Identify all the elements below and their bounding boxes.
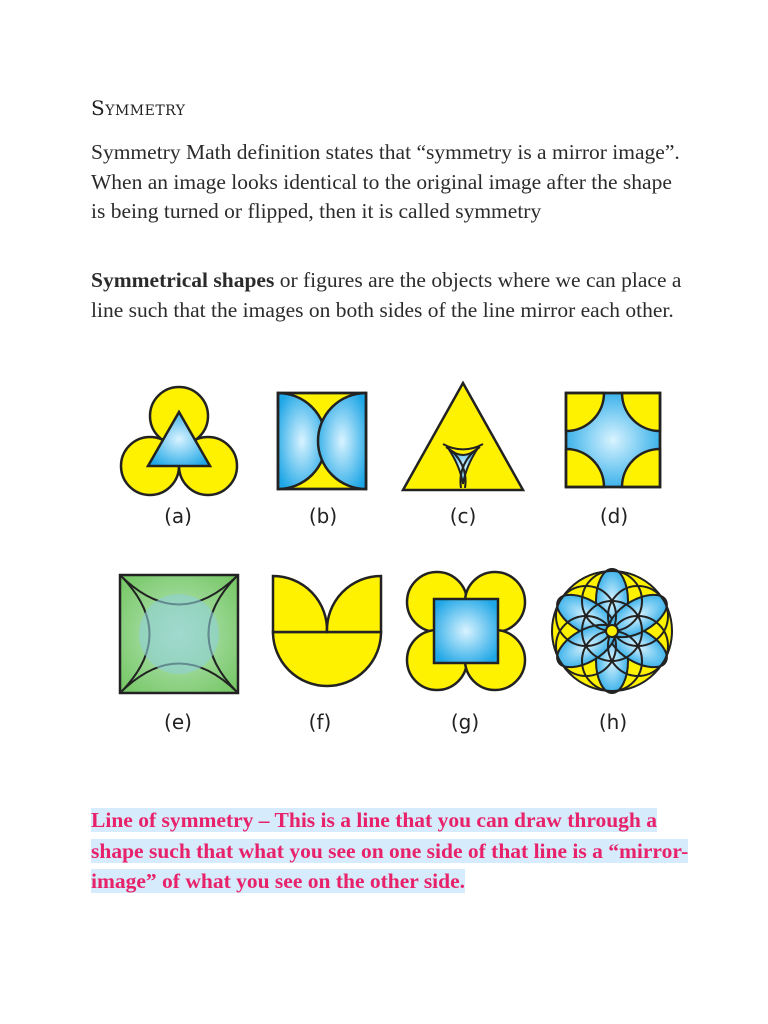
figure-b xyxy=(278,393,366,489)
definition-paragraph: Symmetry Math definition states that “symmetry is a mirror image”. When an image looks identical to the original image after the shape is being turned or flipped, then it is called symmetry xyxy=(91,140,680,223)
symmetrical-shapes-text: or figures are the objects where we can place a line such that the images on both sides of the line mirror each other. xyxy=(91,268,682,322)
label-g: (g) xyxy=(450,710,480,734)
figure-h xyxy=(550,569,673,693)
callout-text: Line of symmetry – This is a line that you can draw through a shape such that what you see on one side of that line is a “mirror-image” of what you see on the other side. xyxy=(91,808,689,893)
figure-e xyxy=(96,551,262,717)
figure-f xyxy=(273,576,381,686)
label-e: (e) xyxy=(164,710,192,734)
figure-c xyxy=(403,383,523,490)
label-c: (c) xyxy=(449,504,477,528)
figure-a xyxy=(121,387,237,495)
figure-d xyxy=(566,393,660,487)
label-d: (d) xyxy=(599,504,629,528)
label-a: (a) xyxy=(164,504,192,528)
label-h: (h) xyxy=(598,710,628,734)
label-f: (f) xyxy=(308,710,332,734)
page-heading: Symmetry xyxy=(91,96,186,120)
line-of-symmetry-callout xyxy=(91,805,691,897)
figure-g xyxy=(407,572,525,690)
label-b: (b) xyxy=(308,504,338,528)
symmetrical-shapes-term: Symmetrical shapes xyxy=(91,268,275,292)
